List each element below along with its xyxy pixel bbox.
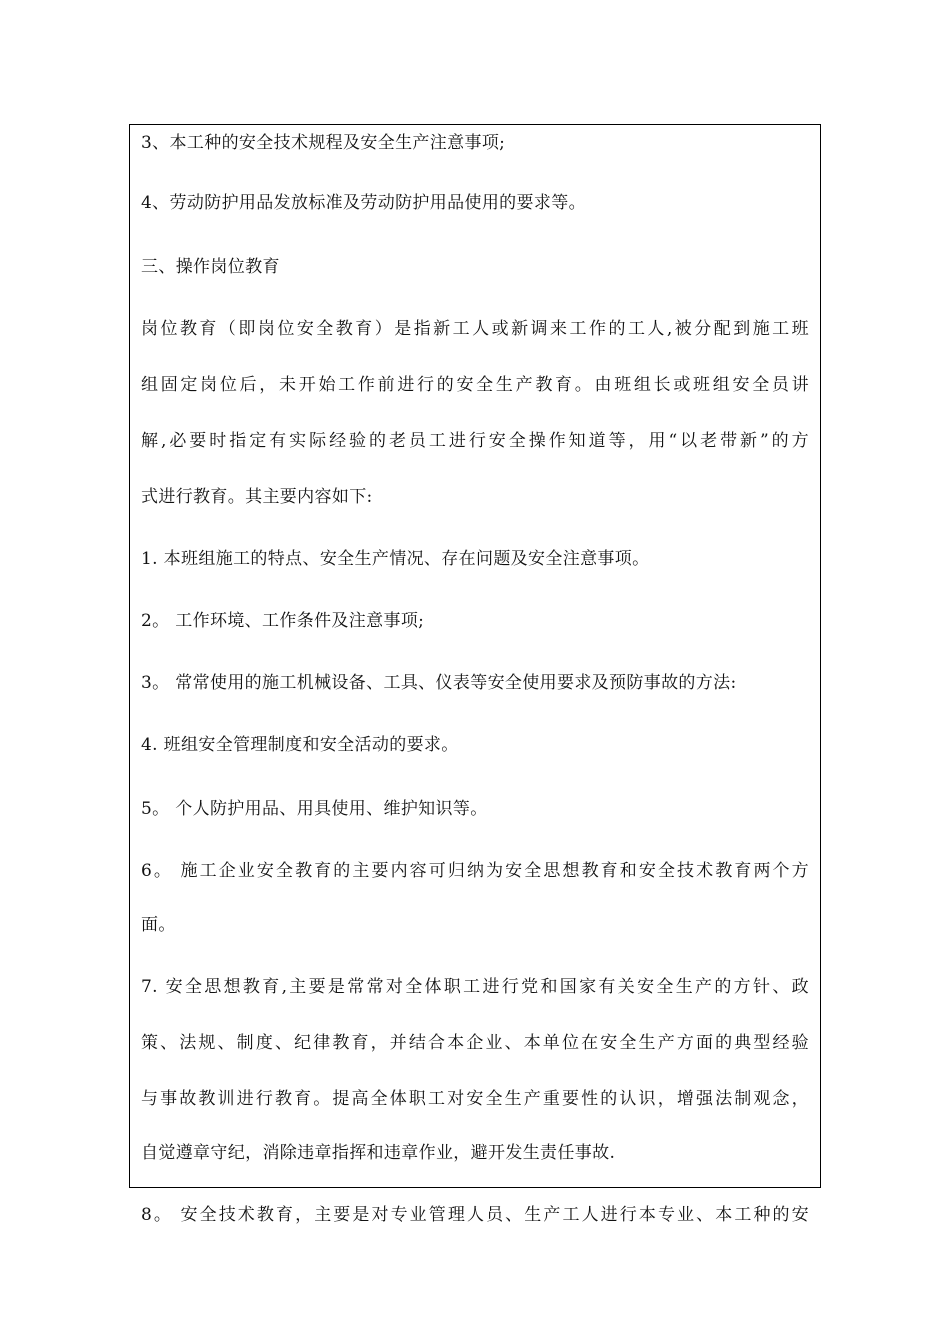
intro-line-3: 解,必要时指定有实际经验的老员工进行安全操作知道等，用“以老带新”的方 (141, 431, 809, 451)
intro-line-1: 岗位教育（即岗位安全教育）是指新工人或新调来工作的工人,被分配到施工班 (141, 319, 809, 339)
list-item-5: 5。 个人防护用品、用具使用、维护知识等。 (141, 799, 488, 819)
list-item-4: 4. 班组安全管理制度和安全活动的要求。 (141, 735, 459, 755)
list-item-8-line-1: 8。 安全技术教育，主要是对专业管理人员、生产工人进行本专业、本工种的安 (141, 1205, 809, 1225)
intro-line-4: 式进行教育。其主要内容如下: (141, 487, 373, 507)
list-item-6-line-2: 面。 (141, 915, 176, 935)
list-item-7-line-1: 7. 安全思想教育,主要是常常对全体职工进行党和国家有关安全生产的方针、政 (141, 977, 809, 997)
document-table-cell (129, 124, 821, 1225)
list-item-7-line-2: 策、法规、制度、纪律教育，并结合本企业、本单位在安全生产方面的典型经验 (141, 1033, 809, 1053)
list-item-6-line-1: 6。 施工企业安全教育的主要内容可归纳为安全思想教育和安全技术教育两个方 (141, 861, 809, 881)
list-item-1: 1. 本班组施工的特点、安全生产情况、存在问题及安全注意事项。 (141, 549, 650, 569)
section-heading: 三、操作岗位教育 (141, 257, 280, 277)
list-item-7-line-4: 自觉遵章守纪，消除违章指挥和违章作业，避开发生责任事故. (141, 1143, 616, 1163)
list-item-7-line-3: 与事故教训进行教育。提高全体职工对安全生产重要性的认识，增强法制观念， (141, 1089, 809, 1109)
item-3-text: 3、本工种的安全技术规程及安全生产注意事项; (141, 133, 506, 153)
list-item-3: 3。 常常使用的施工机械设备、工具、仪表等安全使用要求及预防事故的方法: (141, 673, 737, 693)
item-4-text: 4、劳动防护用品发放标准及劳动防护用品使用的要求等。 (141, 193, 586, 213)
list-item-2: 2。 工作环境、工作条件及注意事项; (141, 611, 425, 631)
intro-line-2: 组固定岗位后，未开始工作前进行的安全生产教育。由班组长或班组安全员讲 (141, 375, 809, 395)
